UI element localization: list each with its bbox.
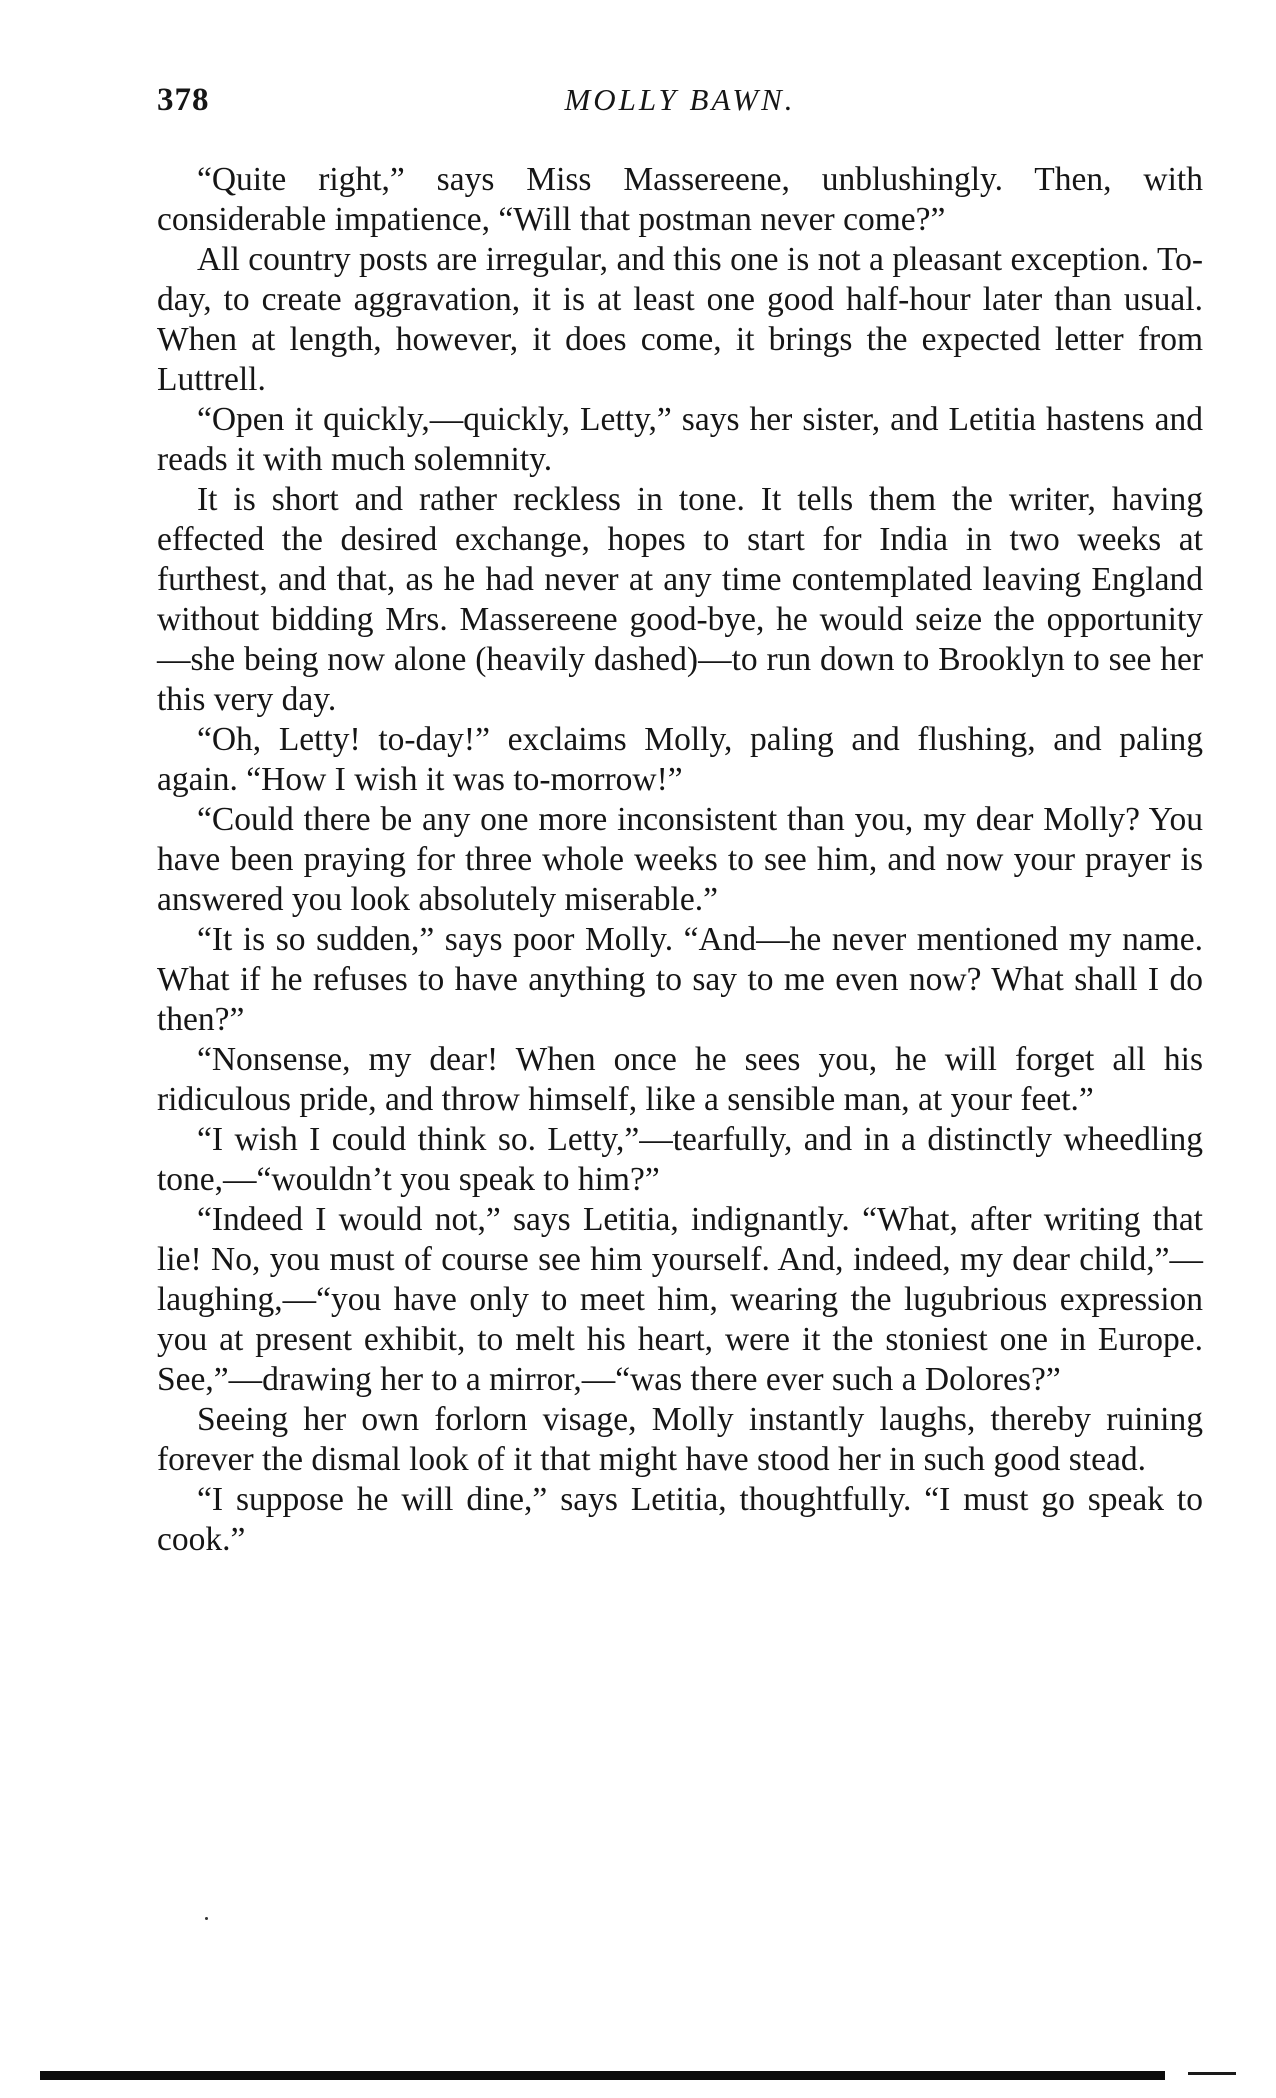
- paragraph: “Quite right,” says Miss Massereene, unblushingly. Then, with considerable impatience, “Will that postman never come?”: [157, 161, 1203, 238]
- paragraph: “I suppose he will dine,” says Letitia, thoughtfully. “I must go speak to cook.”: [157, 1481, 1203, 1558]
- paragraph: Seeing her own forlorn visage, Molly instantly laughs, thereby ruining forever the dismal look of it that might have stood her in such good stead.: [157, 1401, 1203, 1478]
- paragraph: “Indeed I would not,” says Letitia, indignantly. “What, after writing that lie! No, you must of course see him yourself. And, indeed, my dear child,”—laughing,—“you have only to meet him, wearing the lugubrious expression you at present exhibit, to melt his heart, were it the stoniest one in Europe. See,”—drawing her to a mirror,—“was there ever such a Dolores?”: [157, 1201, 1203, 1398]
- ink-speck: [205, 1917, 208, 1920]
- page-header: [157, 82, 1203, 122]
- paragraph: “Could there be any one more inconsistent than you, my dear Molly? You have been praying for three whole weeks to see him, and now your prayer is answered you look absolutely miserable.”: [157, 801, 1203, 918]
- paragraph: “Oh, Letty! to-day!” exclaims Molly, paling and flushing, and paling again. “How I wish it was to-morrow!”: [157, 721, 1203, 798]
- running-title: MOLLY BAWN.: [564, 82, 796, 117]
- bottom-rule-thin: [1188, 2072, 1236, 2075]
- page-number: 378: [157, 82, 210, 118]
- paragraph: “Open it quickly,—quickly, Letty,” says her sister, and Letitia hastens and reads it with much solemnity.: [157, 401, 1203, 478]
- paragraph: “I wish I could think so. Letty,”—tearfully, and in a distinctly wheedling tone,—“wouldn’t you speak to him?”: [157, 1121, 1203, 1198]
- paragraph: “It is so sudden,” says poor Molly. “And—he never mentioned my name. What if he refuses to have anything to say to me even now? What shall I do then?”: [157, 921, 1203, 1038]
- paragraph: It is short and rather reckless in tone. It tells them the writer, having effected the desired exchange, hopes to start for India in two weeks at furthest, and that, as he had never at any time contemplated leaving England without bidding Mrs. Massereene good-bye, he would seize the opportunity—she being now alone (heavily dashed)—to run down to Brooklyn to see her this very day.: [157, 481, 1203, 718]
- paragraph: “Nonsense, my dear! When once he sees you, he will forget all his ridiculous pride, and throw himself, like a sensible man, at your feet.”: [157, 1041, 1203, 1118]
- paragraph: All country posts are irregular, and this one is not a pleasant exception. To-day, to create aggravation, it is at least one good half-hour later than usual. When at length, however, it does come, it brings the expected letter from Luttrell.: [157, 241, 1203, 398]
- body-text: [157, 160, 1203, 1560]
- bottom-rule-thick: [40, 2071, 1165, 2080]
